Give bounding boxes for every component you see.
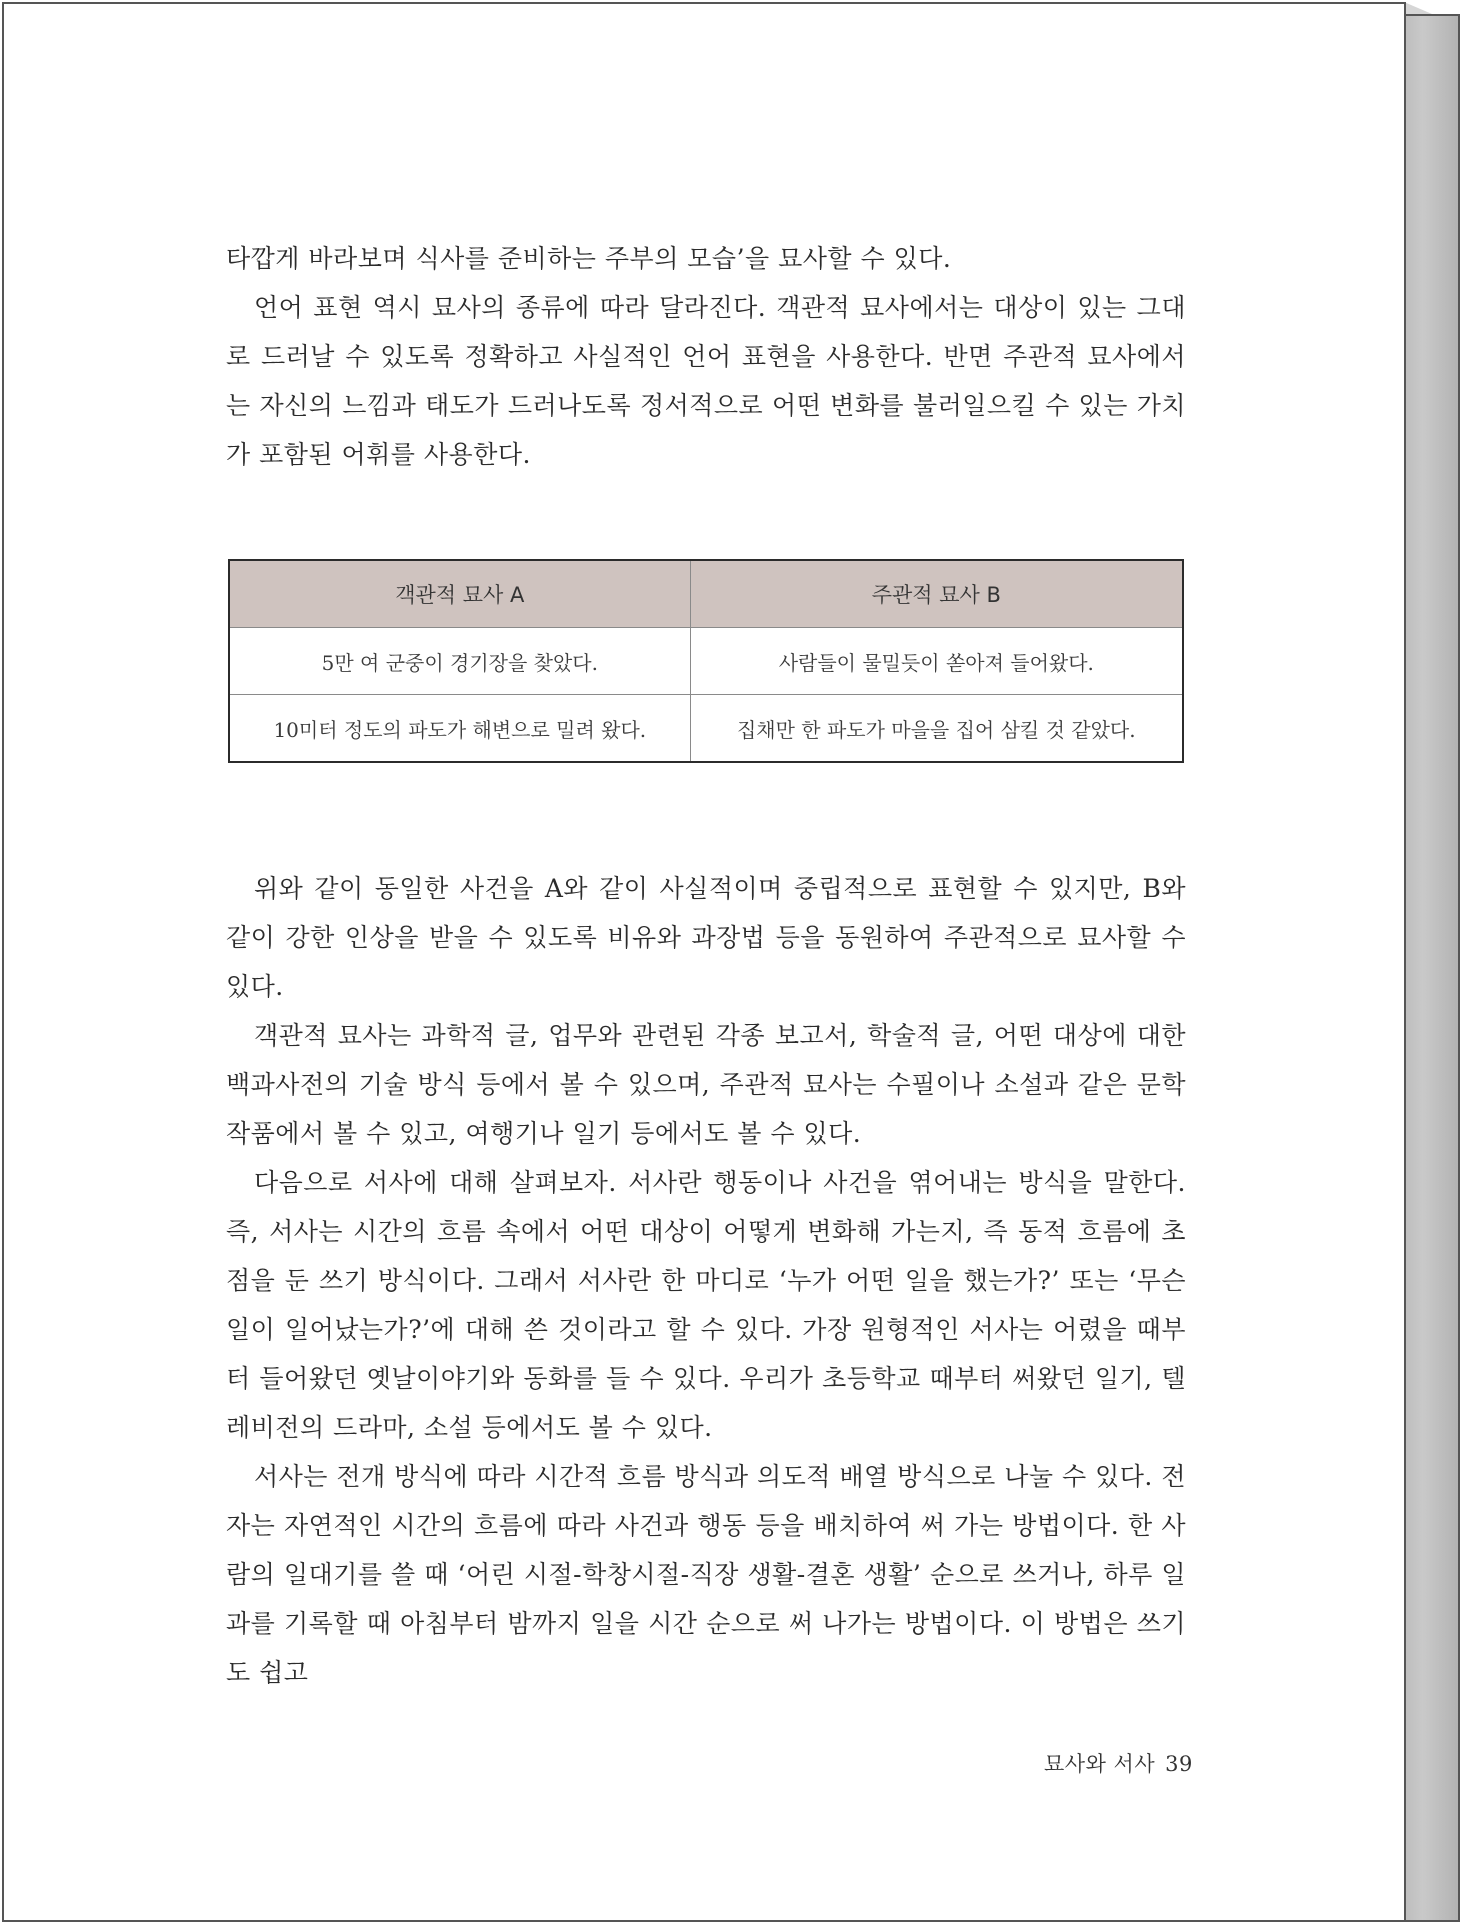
paragraph-narrative-definition: 다음으로 서사에 대해 살펴보자. 서사란 행동이나 사건을 엮어내는 방식을 말한다. 즉, 서사는 시간의 흐름 속에서 어떤 대상이 어떻게 변화해 가는지, 즉 동적 흐름에 초점을 둔 쓰기 방식이다. 그래서 서사란 한 마디로 ‘누가 어떤 일을 했는가?’ 또는 ‘무슨 일이 일어났는가?’에 대해 쓴 것이라고 할 수 있다. 가장 원형적인 서사는 어렸을 때부터 들어왔던 옛날이야기와 동화를 들 수 있다. 우리가 초등학교 때부터 써왔던 일기, 텔레비전의 드라마, 소설 등에서도 볼 수 있다. (226, 1168, 1186, 1442)
description-comparison-table (228, 559, 1184, 763)
paragraph-narrative-methods: 서사는 전개 방식에 따라 시간적 흐름 방식과 의도적 배열 방식으로 나눌 수 있다. 전자는 자연적인 시간의 흐름에 따라 사건과 행동 등을 배치하여 써 가는 방법이다. 한 사람의 일대기를 쓸 때 ‘어린 시절-학창시절-직장 생활-결혼 생활’ 순으로 쓰거나, 하루 일과를 기록할 때 아침부터 밤까지 일을 시간 순으로 써 나가는 방법이다. 이 방법은 쓰기도 쉽고 (226, 1462, 1186, 1687)
paragraph-language-expression: 언어 표현 역시 묘사의 종류에 따라 달라진다. 객관적 묘사에서는 대상이 있는 그대로 드러날 수 있도록 정확하고 사실적인 언어 표현을 사용한다. 반면 주관적 묘사에서는 자신의 느낌과 태도가 드러나도록 정서적으로 어떤 변화를 불러일으킬 수 있는 가치가 포함된 어휘를 사용한다. (226, 293, 1186, 469)
paragraph-comparison-summary: 위와 같이 동일한 사건을 A와 같이 사실적이며 중립적으로 표현할 수 있지만, B와 같이 강한 인상을 받을 수 있도록 비유와 과장법 등을 동원하여 주관적으로 묘사할 수 있다. (226, 874, 1186, 1001)
header-subjective-description: 주관적 묘사 B (690, 560, 1183, 628)
paragraph-usage-examples: 객관적 묘사는 과학적 글, 업무와 관련된 각종 보고서, 학술적 글, 어떤 대상에 대한 백과사전의 기술 방식 등에서 볼 수 있으며, 주관적 묘사는 수필이나 소설과 같은 문학 작품에서 볼 수 있고, 여행기나 일기 등에서도 볼 수 있다. (226, 1021, 1186, 1148)
table-row (229, 628, 1183, 695)
table-cell: 5만 여 군중이 경기장을 찾았다. (229, 628, 690, 695)
header-objective-description: 객관적 묘사 A (229, 560, 690, 628)
text-block-top (226, 234, 1186, 479)
page-number: 39 (1165, 1752, 1193, 1776)
paragraph-continued: 타깝게 바라보며 식사를 준비하는 주부의 모습’을 묘사할 수 있다. (226, 244, 952, 273)
table-cell: 10미터 정도의 파도가 해변으로 밀려 왔다. (229, 695, 690, 763)
book-page (2, 2, 1406, 1922)
text-block-bottom (226, 864, 1186, 1697)
running-section-title: 묘사와 서사 (1044, 1752, 1156, 1776)
table-cell: 사람들이 물밀듯이 쏟아져 들어왔다. (690, 628, 1183, 695)
table-cell: 집채만 한 파도가 마을을 집어 삼킬 것 같았다. (690, 695, 1183, 763)
table-header-row (229, 560, 1183, 628)
page-footer (1044, 1748, 1193, 1778)
table-row (229, 695, 1183, 763)
book-page-stack (1404, 14, 1460, 1922)
